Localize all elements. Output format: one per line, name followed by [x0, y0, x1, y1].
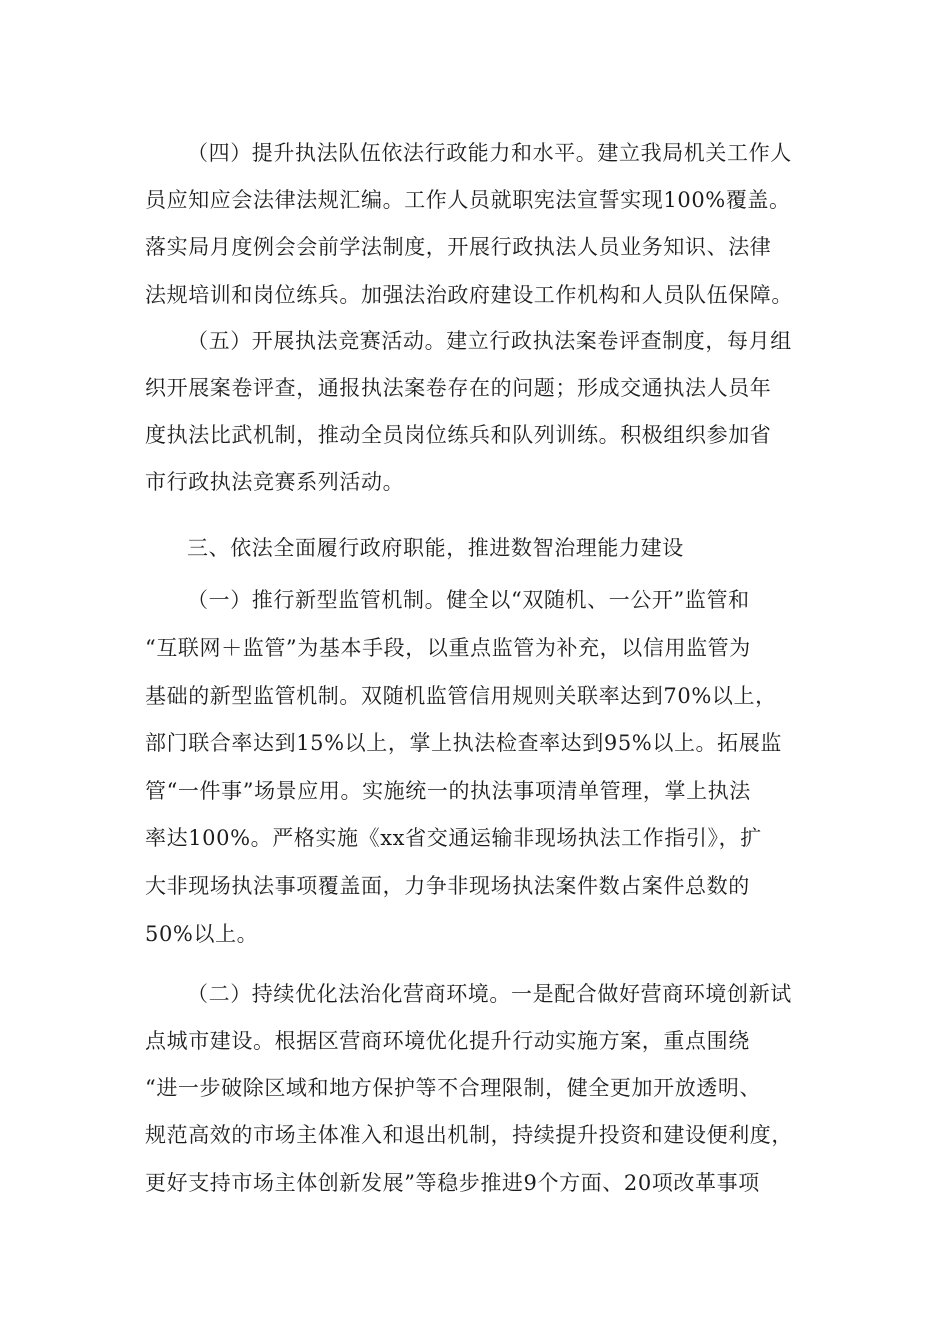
text-line: 部门联合率达到15%以上，掌上执法检查率达到95%以上。拓展监 [145, 731, 782, 755]
text-line: 管“一件事”场景应用。实施统一的执法事项清单管理，掌上执法 [145, 779, 751, 803]
section-heading: 三、依法全面履行政府职能，推进数智治理能力建设 [187, 536, 684, 560]
text-line: 基础的新型监管机制。双随机监管信用规则关联率达到70%以上， [145, 684, 777, 708]
text-line: 法规培训和岗位练兵。加强法治政府建设工作机构和人员队伍保障。 [145, 283, 793, 307]
text-line: （五）开展执法竞赛活动。建立行政执法案卷评查制度，每月组 [187, 329, 792, 353]
text-line: 织开展案卷评查，通报执法案卷存在的问题；形成交通执法人员年 [145, 376, 772, 400]
text-line: （四）提升执法队伍依法行政能力和水平。建立我局机关工作人 [187, 141, 792, 165]
text-line: “进一步破除区域和地方保护等不合理限制，健全更加开放透明、 [145, 1076, 762, 1100]
text-line: 市行政执法竞赛系列活动。 [145, 470, 405, 494]
text-line: 点城市建设。根据区营商环境优化提升行动实施方案，重点围绕 [145, 1029, 750, 1053]
text-line: “互联网＋监管”为基本手段，以重点监管为补充，以信用监管为 [145, 636, 751, 660]
text-line: 规范高效的市场主体准入和退出机制，持续提升投资和建设便利度， [145, 1123, 793, 1147]
text-line: 员应知应会法律法规汇编。工作人员就职宪法宣誓实现100%覆盖。 [145, 188, 791, 212]
text-line: 更好支持市场主体创新发展”等稳步推进9个方面、20项改革事项 [145, 1171, 760, 1195]
text-line: 率达100%。严格实施《xx省交通运输非现场执法工作指引》，扩 [145, 826, 762, 850]
text-line: 大非现场执法事项覆盖面，力争非现场执法案件数占案件总数的 [145, 874, 750, 898]
text-line: 度执法比武机制，推动全员岗位练兵和队列训练。积极组织参加省 [145, 423, 772, 447]
text-line: （二）持续优化法治化营商环境。一是配合做好营商环境创新试 [187, 982, 792, 1006]
text-line: （一）推行新型监管机制。健全以“双随机、一公开”监管和 [187, 588, 750, 612]
text-line: 落实局月度例会会前学法制度，开展行政执法人员业务知识、法律 [145, 235, 772, 259]
text-line: 50%以上。 [145, 922, 259, 946]
